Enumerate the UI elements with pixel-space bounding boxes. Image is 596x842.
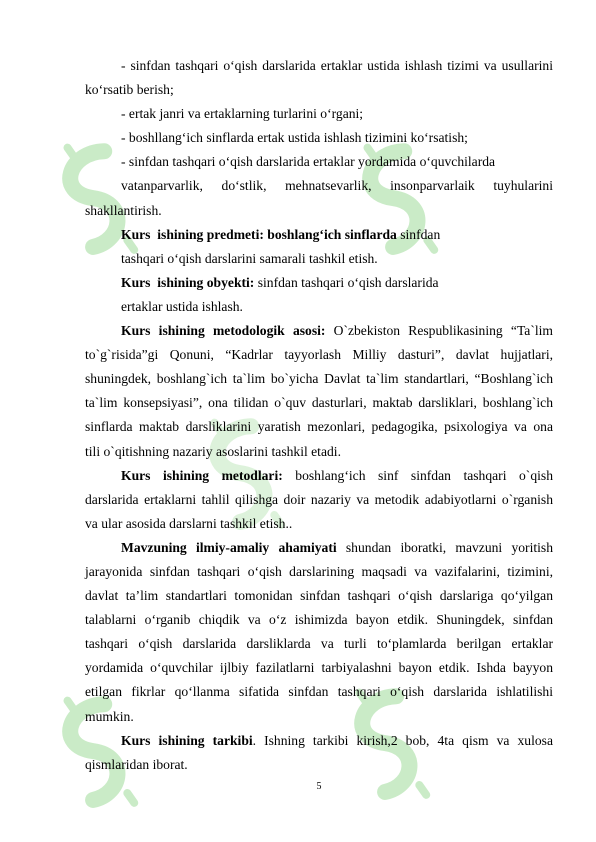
body-text — [85, 54, 553, 777]
text-line — [85, 102, 553, 126]
text-line — [85, 440, 553, 464]
line-text: davlat ta’lim standartlari tomonidan sinfdan tashqari o‘qish darslariga qo‘yilgan — [85, 588, 553, 604]
text-line — [85, 174, 553, 198]
text-line — [85, 753, 553, 777]
text-line — [85, 126, 553, 150]
line-text: ta`lim konsepsiyasi”, ona tilidan o`quv dasturlari, maktab darsliklari, boshlang`ich — [85, 395, 553, 411]
line-text: jarayonida sinfdan tashqari o‘qish darslarining maqsadi va vazifalarini, tizimini, — [85, 563, 553, 579]
line-text: tili o`qitishning nazariy asoslarini tashkil etadi. — [85, 443, 341, 459]
line-text: O`zbekiston Respublikasining “Ta`lim — [325, 323, 553, 339]
bold-lead: Kurs ishining predmeti: boshlang‘ich sinflarda — [121, 226, 397, 242]
line-text: ko‘rsatib berish; — [85, 82, 174, 98]
text-line — [85, 367, 553, 391]
text-line — [85, 343, 553, 367]
text-line — [85, 247, 553, 271]
line-text: etilgan fikrlar qo‘llanma sifatida sinfdan tashqari o‘qish darslarida ishlatilishi — [85, 684, 553, 700]
bold-lead: Kurs ishining metodlari: — [121, 467, 283, 483]
text-line — [85, 512, 553, 536]
text-line — [85, 488, 553, 512]
text-line — [85, 319, 553, 343]
line-text: to`g`risida”gi Qonuni, “Kadrlar tayyorlash Milliy dasturi”, davlat hujjatlari, — [85, 347, 553, 363]
text-line — [85, 199, 553, 223]
line-text: shundan iboratki, mavzuni yoritish — [336, 539, 553, 555]
line-text: . Ishning tarkibi kirish,2 bob, 4ta qism va xulosa — [252, 732, 553, 748]
line-text: vatanparvarlik, do‘stlik, mehnatsevarlik, insonparvarlaik tuyhularini — [121, 178, 553, 194]
bold-lead: Kurs ishining tarkibi — [121, 732, 253, 748]
line-text: darslarida ertaklarni tahlil qilishga doir nazariy va metodik adabiyotlarni o`rganish — [85, 491, 553, 507]
line-text: - sinfdan tashqari o‘qish darslarida ertaklar yordamida o‘quvchilarda — [121, 154, 496, 170]
text-line — [85, 464, 553, 488]
page-number: 5 — [316, 781, 322, 792]
text-line — [85, 536, 553, 560]
line-text: tashqari o‘qish darslarida darsliklarda va turli to‘plamlarda berilgan ertaklar — [85, 636, 553, 652]
text-line — [85, 223, 553, 247]
text-line — [85, 705, 553, 729]
line-text: - boshllang‘ich sinflarda ertak ustida ishlash tizimini ko‘rsatish; — [121, 130, 468, 146]
line-text: talablarni o‘rganib chiqdik va o‘z ishimizda bayon etdik. Shuningdek, sinfdan — [85, 612, 553, 628]
line-text: tashqari o‘qish darslarini samarali tashkil etish. — [121, 250, 378, 266]
text-line — [85, 608, 553, 632]
text-line — [85, 680, 553, 704]
line-text: yordamida o‘quvchilar ijlbiy fazilatlarni tarbiyalashni bayon etdik. Ishda bayyon — [85, 660, 553, 676]
line-text: shuningdek, boshlang`ich ta`lim bo`yicha Davlat ta`lim standartlari, “Boshlang`ich — [85, 371, 553, 387]
line-text: - ertak janri va ertaklarning turlarini o‘rgani; — [121, 106, 364, 122]
text-line — [85, 78, 553, 102]
bold-lead: Kurs ishining obyekti: — [121, 274, 255, 290]
line-text: sinfdan — [396, 226, 441, 242]
text-line — [85, 271, 553, 295]
line-text: boshlang‘ich sinf sinfdan tashqari o`qish — [282, 467, 553, 483]
line-text: qismlaridan iborat. — [85, 756, 188, 772]
line-text: va ular asosida darslarni tashkil etish.. — [85, 515, 293, 531]
line-text: mumkin. — [85, 708, 134, 724]
line-text: - sinfdan tashqari o‘qish darslarida ertaklar ustida ishlash tizimi va usullarini — [121, 58, 553, 73]
text-line — [85, 295, 553, 319]
line-text: sinflarda maktab darsliklarini yaratish mezonlari, pedagogika, psixologiya va ona — [85, 419, 553, 435]
text-line — [85, 584, 553, 608]
text-line — [85, 54, 553, 78]
text-line — [85, 560, 553, 584]
line-text: sinfdan tashqari o‘qish darslarida — [254, 274, 439, 290]
line-text: shakllantirish. — [85, 202, 162, 218]
bold-lead: Mavzuning ilmiy-amaliy ahamiyati — [121, 539, 337, 555]
line-text: ertaklar ustida ishlash. — [121, 298, 243, 314]
text-line — [85, 632, 553, 656]
bold-lead: Kurs ishining metodologik asosi: — [121, 323, 326, 339]
text-line — [85, 150, 553, 174]
text-line — [85, 656, 553, 680]
text-line — [85, 391, 553, 415]
text-line — [85, 415, 553, 439]
text-line — [85, 729, 553, 753]
